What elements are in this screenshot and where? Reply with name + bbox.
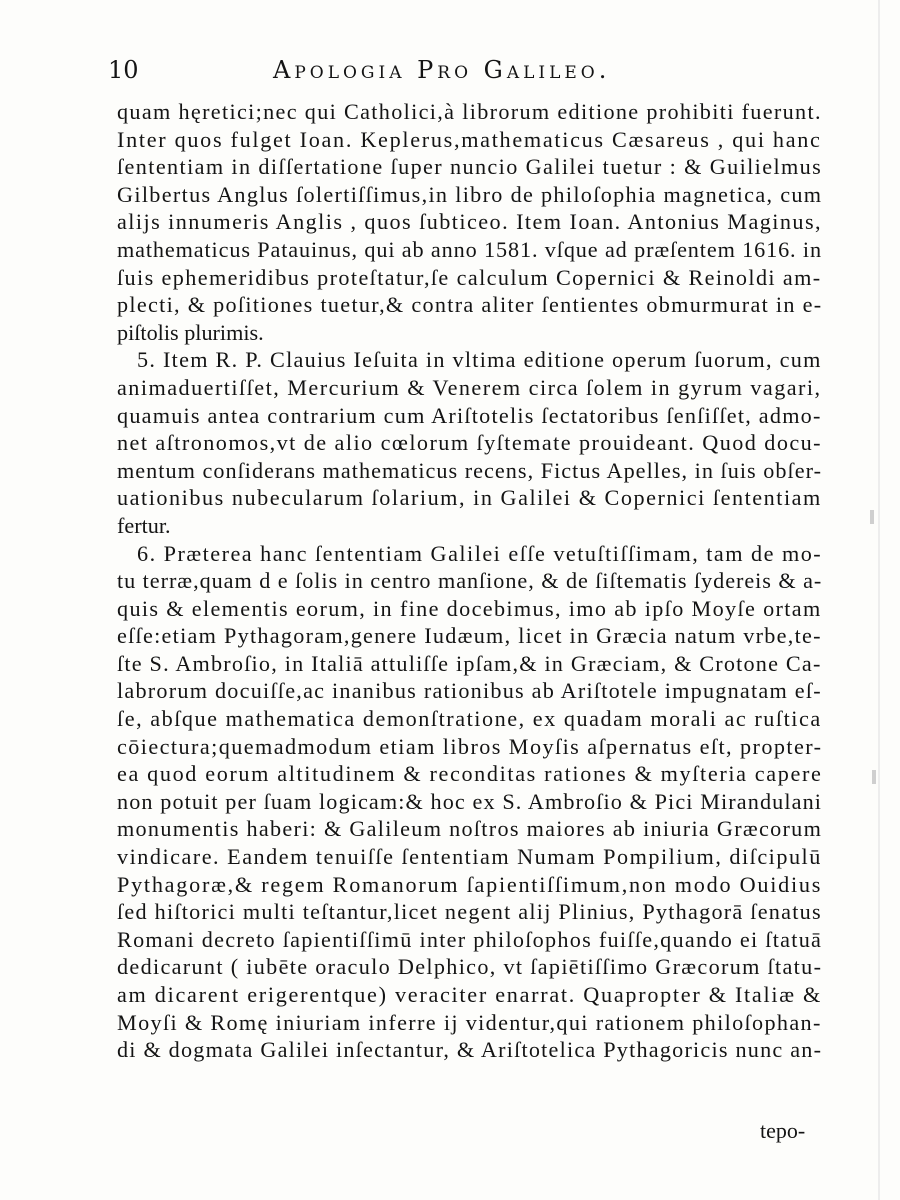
- text-line: animaduertiſſet, Mercurium & Venerem circa ſolem in gyrum vagari,: [117, 374, 822, 400]
- text-line: monumentis haberi: & Galileum noſtros maiores ab iniuria Græcorum: [117, 816, 822, 842]
- text-line: non potuit per ſuam logicam:& hoc ex S. Ambroſio & Pici Mirandulani: [117, 788, 822, 814]
- page-edge-shadow: [878, 0, 880, 1200]
- text-line: labrorum docuiſſe,ac inanibus rationibus ab Ariſtotele impugnatam eſ-: [117, 678, 822, 704]
- text-line: plecti, & poſitiones tuetur,& contra aliter ſentientes obmurmurat in e-: [117, 292, 822, 318]
- text-line: ſte S. Ambroſio, in Italiā attuliſſe ipſam,& in Græciam, & Crotone Ca-: [117, 650, 822, 676]
- text-line: am dicarent erigerentque) veraciter enarrat. Quapropter & Italiæ &: [117, 982, 822, 1007]
- text-line: 6. Præterea hanc ſententiam Galilei eſſe vetuſtiſſimam, tam de mo-: [137, 540, 822, 566]
- text-line: Pythagoræ,& regem Romanorum ſapientiſſimum,non modo Ouidius: [117, 871, 822, 897]
- text-line: Gilbertus Anglus ſolertiſſimus,in libro de philoſophia magnetica, cum: [117, 181, 822, 207]
- text-line: ea quod eorum altitudinem & reconditas rationes & myſteria capere: [117, 761, 822, 787]
- text-line: dedicarunt ( iubēte oraculo Delphico, vt ſapiētiſſimo Græcorum ſtatu-: [117, 954, 822, 980]
- text-line: Inter quos fulget Ioan. Keplerus,mathematicus Cæsareus , qui hanc: [117, 126, 822, 152]
- text-line: ſed hiſtorici multi teſtantur,licet negent alij Plinius, Pythagorā ſenatus: [117, 899, 822, 925]
- running-title: Apologia Pro Galileo.: [273, 56, 611, 84]
- text-line: vindicare. Eandem tenuiſſe ſententiam Numam Pompilium, diſcipulū: [117, 844, 822, 870]
- text-line: di & dogmata Galilei inſectantur, & Ariſtotelica Pythagoricis nunc an-: [117, 1037, 822, 1063]
- scan-speck: [870, 510, 874, 524]
- page-header: [108, 56, 828, 92]
- page-number: 10: [108, 56, 139, 84]
- text-line: piſtolis plurimis.: [117, 319, 264, 345]
- text-line: net aſtronomos,vt de alio cœlorum ſyſtemate prouideant. Quod docu-: [117, 430, 822, 456]
- text-line: mathematicus Patauinus, qui ab anno 1581. vſque ad præſentem 1616. in: [117, 236, 822, 262]
- text-line: Moyſi & Romę iniuriam inferre ij videntur,qui rationem philoſophan-: [117, 1009, 822, 1035]
- text-line: quam hęretici;nec qui Catholici,à librorum editione prohibiti fuerunt.: [117, 99, 822, 124]
- text-line: fertur.: [117, 512, 171, 538]
- text-line: ſuis ephemeridibus proteſtatur,ſe calculum Copernici & Reinoldi am-: [117, 264, 822, 290]
- text-line: quamuis antea contrarium cum Ariſtotelis ſectatoribus ſenſiſſet, admo-: [117, 402, 822, 428]
- text-line: ſententiam in diſſertatione ſuper nuncio Galilei tuetur : & Guilielmus: [117, 154, 822, 180]
- text-line: alijs innumeris Anglis , quos ſubticeo. Item Ioan. Antonius Maginus,: [117, 209, 822, 235]
- text-line: tu terræ,quam d e ſolis in centro manſione, & de ſiſtematis ſydereis & a-: [117, 568, 822, 594]
- text-line: cōiectura;quemadmodum etiam libros Moyſis aſpernatus eſt, propter-: [117, 733, 822, 759]
- text-line: eſſe:etiam Pythagoram,genere Iudæum, licet in Græcia natum vrbe,te-: [117, 623, 822, 649]
- text-line: mentum conſiderans mathematicus recens, Fictus Apelles, in ſuis obſer-: [117, 457, 822, 483]
- text-line: 5. Item R. P. Clauius Ieſuita in vltima editione operum ſuorum, cum: [137, 347, 822, 373]
- scan-speck: [872, 770, 876, 784]
- text-line: ſe, abſque mathematica demonſtratione, ex quadam morali ac ruſtica: [117, 706, 822, 732]
- body-text: [117, 98, 822, 1064]
- catchword: tepo-: [760, 1118, 806, 1143]
- text-line: quis & elementis eorum, in fine docebimus, imo ab ipſo Moyſe ortam: [117, 595, 822, 621]
- text-line: Romani decreto ſapientiſſimū inter philoſophos fuiſſe,quando ei ſtatuā: [117, 926, 822, 952]
- text-line: uationibus nubecularum ſolarium, in Galilei & Copernici ſententiam: [117, 485, 822, 511]
